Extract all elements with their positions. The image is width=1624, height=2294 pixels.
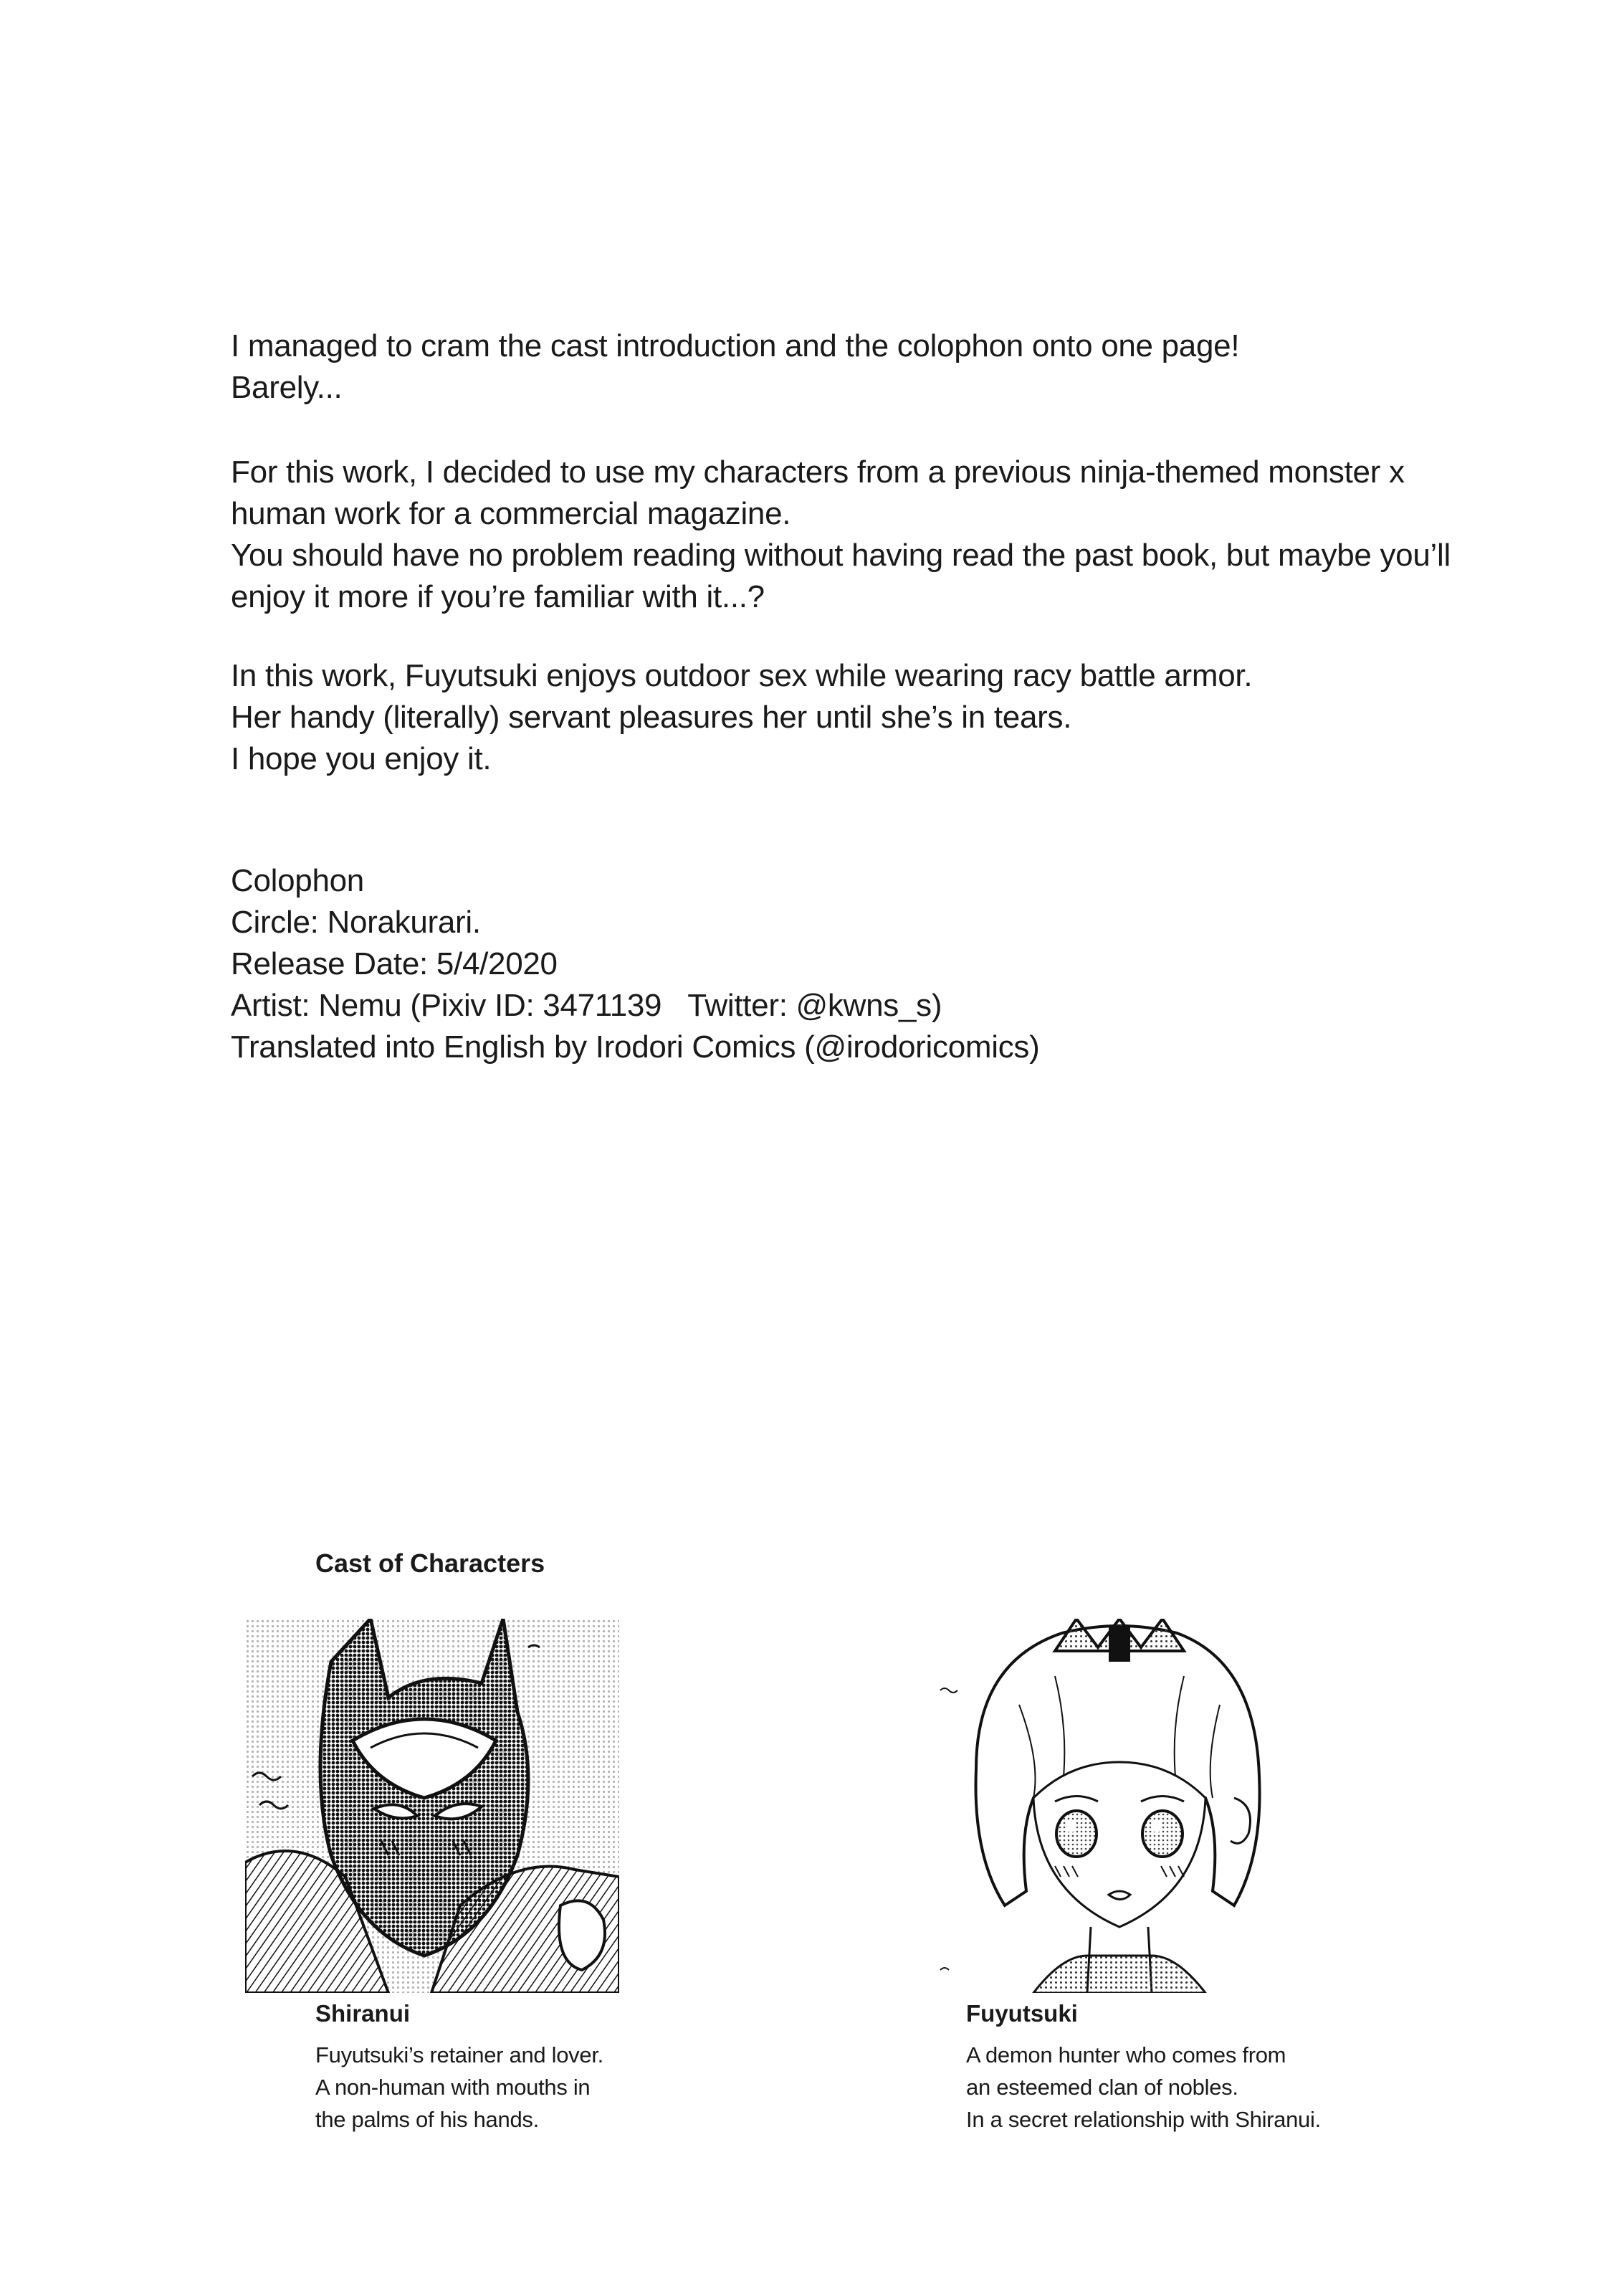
colophon-release-date: Release Date: 5/4/2020 — [231, 946, 558, 981]
text-line: I managed to cram the cast introduction and the colophon onto one page! — [231, 328, 1240, 363]
fuyutsuki-description — [966, 2039, 1321, 2136]
shiranui-illustration — [245, 1619, 619, 1993]
colophon-heading: Colophon — [231, 863, 364, 898]
colophon-artist-pixiv: Artist: Nemu (Pixiv ID: 3471139 — [231, 988, 662, 1023]
shiranui-name: Shiranui — [315, 2000, 411, 2027]
text-line: You should have no problem reading without having read the past book, but maybe you’ll — [231, 538, 1451, 573]
text-line: I hope you enjoy it. — [231, 741, 492, 776]
fuyutsuki-portrait-image — [933, 1619, 1307, 1993]
description-line: an esteemed clan of nobles. — [966, 2075, 1238, 2100]
text-line: In this work, Fuyutsuki enjoys outdoor sex while wearing racy battle armor. — [231, 658, 1253, 693]
colophon-circle: Circle: Norakurari. — [231, 905, 481, 940]
description-line: A demon hunter who comes from — [966, 2042, 1286, 2067]
fuyutsuki-illustration — [933, 1619, 1307, 1993]
description-line: Fuyutsuki’s retainer and lover. — [315, 2042, 603, 2067]
description-line: In a secret relationship with Shiranui. — [966, 2107, 1321, 2132]
cast-title: Cast of Characters — [315, 1548, 545, 1578]
background-paragraph — [231, 452, 1449, 618]
colophon — [231, 860, 1449, 1068]
shiranui-description — [315, 2039, 603, 2136]
text-line: enjoy it more if you’re familiar with it...? — [231, 579, 765, 614]
intro-paragraph — [231, 325, 1449, 409]
text-line: Her handy (literally) servant pleasures her until she’s in tears. — [231, 700, 1072, 735]
summary-paragraph — [231, 655, 1449, 780]
colophon-artist — [231, 985, 1449, 1027]
text-line: Barely... — [231, 370, 343, 405]
description-line: A non-human with mouths in — [315, 2075, 591, 2100]
text-line: For this work, I decided to use my characters from a previous ninja-themed monster x — [231, 454, 1405, 490]
fuyutsuki-name: Fuyutsuki — [966, 2000, 1078, 2027]
colophon-artist-twitter: Twitter: @kwns_s) — [687, 988, 942, 1023]
colophon-translation: Translated into English by Irodori Comics (@irodoricomics) — [231, 1029, 1040, 1065]
shiranui-portrait-image — [245, 1619, 619, 1993]
text-line: human work for a commercial magazine. — [231, 496, 791, 531]
description-line: the palms of his hands. — [315, 2107, 539, 2132]
